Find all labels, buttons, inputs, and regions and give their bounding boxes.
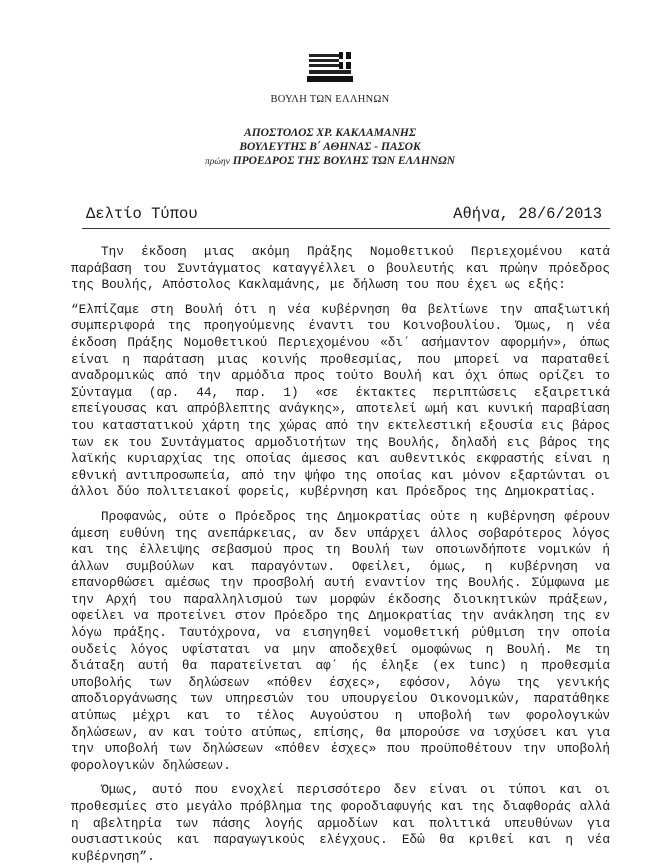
body-paragraph-conclusion: Όμως, αυτό που ενοχλεί περισσότερο δεν είναι οι τύποι και οι προθεσμίες στο μεγάλο πρόβλημα της φοροδιαφυγής και της διαφθοράς αλλά η αβελτηρία των πάσης λογής αρμοδίων και πολιτικά υπευθύνων για ουσιαστικούς και παραγωγικούς ελέγχους. Εδώ θα κριθεί και η νέα κυβέρνηση”. xyxy=(71,782,610,864)
parliament-logo xyxy=(0,50,660,105)
emblem-caption: ΒΟΥΛΗ ΤΩΝ ΕΛΛΗΝΩΝ xyxy=(270,94,390,105)
mp-former-title xyxy=(0,154,660,169)
mp-name: ΑΠΟΣΤΟΛΟΣ ΧΡ. ΚΑΚΛΑΜΑΝΗΣ xyxy=(244,127,416,139)
body-paragraph-statement: “Ελπίζαμε στη Βουλή ότι η νέα κυβέρνηση θα βελτίωνε την απαξιωτική συμπεριφορά της προηγούμενης έναντι του Κοινοβουλίου. Όμως, η νέα έκδοση Πράξης Νομοθετικού Περιεχομένου «δι΄ ασήμαντον αφορμήν», όπως είναι η παράταση μιας κοινής προθεσμίας, που μπορεί να παραταθεί αναδρομικώς από την αρμόδια προς τούτο Βουλή και όχι όπως ορίζει το Σύνταγμα (αρ. 44, παρ. 1) «σε έκτακτες περιπτώσεις εξαιρετικά επείγουσας και απρόβλεπτης ανάγκης», αποτελεί ωμή και κυνική παραβίαση του καταστατικού χάρτη της χώρας από την εκτελεστική εξουσία εις βάρος των εκ του Συντάγματος αρμοδιοτήτων της Βουλής, δηλαδή εις βάρος της λαϊκής κυριαρχίας της οποίας άμεσος και αυθεντικός εκφραστής είναι η εθνική αντιπροσωπεία, από την ψήφο της οποίας και μόνον εξαρτώνται οι άλλοι δύο πολιτειακοί φορείς, κυβέρνηση και Πρόεδρος της Δημοκρατίας. xyxy=(71,301,610,500)
body-paragraph-intro: Την έκδοση μιας ακόμη Πράξης Νομοθετικού Περιεχομένου κατά παράβαση του Συντάγματος καταγγέλλει ο βουλευτής και πρώην πρόεδρος της Βουλής, Απόστολος Κακλαμάνης, με δήλωση του που έχει ως εξής: xyxy=(71,244,610,293)
press-release-body xyxy=(71,244,610,865)
body-paragraph-responsibility: Προφανώς, ούτε ο Πρόεδρος της Δημοκρατίας ούτε η κυβέρνηση φέρουν άμεση ευθύνη της ανεπάρκειας, αν δεν υπάρχει άλλος σοβαρότερος λόγος και της έλλειψης σεβασμού προς τη Βουλή των οποιωνδήποτε νομικών ή άλλων συμβούλων και παραγόντων. Οφείλει, όμως, η κυβέρνηση να επανορθώσει αμέσως την προσβολή αυτή εναντίον της Βουλής. Σύμφωνα με την Αρχή του παραλληλισμού των μορφών έκδοσης διοικητικών πράξεων, οφείλει να προτείνει στον Πρόεδρο της Δημοκρατίας την ανάκληση της εν λόγω πράξης. Ταυτόχρονα, να εισηγηθεί νομοθετική ρύθμιση την οποία ουδείς λόγος υφίσταται να μην αποδεχθεί ομοφώνως η Βουλή. Με τη διάταξη αυτή θα παρατείνεται αφ΄ ής έληξε (ex tunc) η προθεσμία υποβολής των δηλώσεων «πόθεν έσχες», εφόσον, λόγω της γενικής αποδιοργάνωσης των υπηρεσιών του υπουργείου Οικονομικών, παρατάθηκε ατύπως μέχρι και το τέλος Αυγούστου η υποβολή των φορολογικών δηλώσεων, αν και τούτο ατύπως, επίσης, θα μπορούσε να ισχύσει και για την υποβολή των δηλώσεων «πόθεν έσχες» που προϋποθέτουν την υποβολή φορολογικών δηλώσεων. xyxy=(71,508,610,773)
former-title: ΠΡΟΕΔΡΟΣ ΤΗΣ ΒΟΥΛΗΣ ΤΩΝ ΕΛΛΗΝΩΝ xyxy=(232,155,456,167)
mp-constituency: ΒΟΥΛΕΥΤΗΣ Β΄ ΑΘΗΝΑΣ - ΠΑΣΟΚ xyxy=(239,141,421,153)
parliament-emblem-icon xyxy=(307,50,353,90)
former-prefix: πρώην xyxy=(204,157,230,167)
place-date: Αθήνα, 28/6/2013 xyxy=(453,205,602,223)
mp-block xyxy=(0,126,660,169)
press-release-title: Δελτίο Τύπου xyxy=(86,205,198,223)
header-divider xyxy=(82,228,610,229)
press-header xyxy=(86,205,602,227)
